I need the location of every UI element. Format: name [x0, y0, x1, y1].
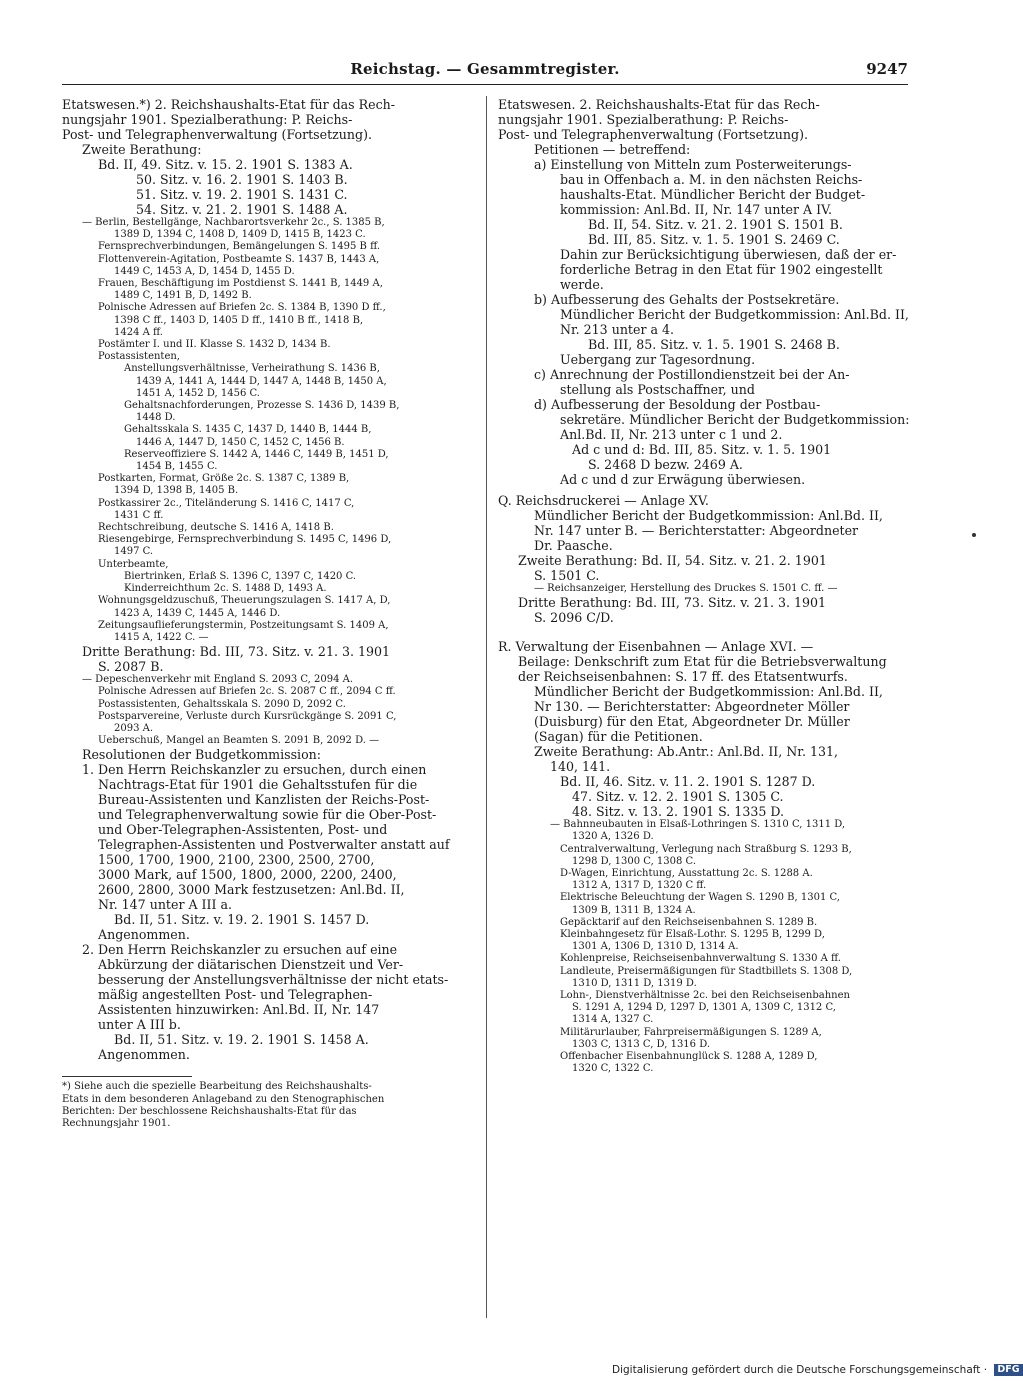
right-column-line: Nr. 147 unter B. — Berichterstatter: Abgeordneter: [534, 523, 859, 538]
left-column-line: 1439 A, 1441 A, 1444 D, 1447 A, 1448 B, 1450 A,: [136, 375, 387, 387]
right-column-line: Dahin zur Berücksichtigung überwiesen, daß der er-: [560, 247, 897, 262]
right-column-line: Bd. II, 46. Sitz. v. 11. 2. 1901 S. 1287 D.: [560, 774, 816, 790]
left-column-line: — Depeschenverkehr mit England S. 2093 C, 2094 A.: [82, 674, 354, 686]
header-rule: [62, 84, 908, 85]
right-column-line: Etatswesen. 2. Reichshaushalts-Etat für das Rech-: [498, 97, 820, 112]
left-column-line: Anstellungsverhältnisse, Verheirathung S. 1436 B,: [124, 363, 380, 375]
right-column-line: sekretäre. Mündlicher Bericht der Budgetkommission:: [560, 412, 910, 427]
dfg-logo: DFG: [994, 1364, 1022, 1376]
right-column-line: Mündlicher Bericht der Budgetkommission: Anl.Bd. II,: [560, 307, 909, 322]
left-column-line: 2093 A.: [114, 722, 154, 734]
column-divider: [486, 96, 487, 1318]
right-column-line: 140, 141.: [550, 759, 611, 775]
left-column-line: 50. Sitz. v. 16. 2. 1901 S. 1403 B.: [136, 172, 348, 187]
right-column-line: Uebergang zur Tagesordnung.: [560, 352, 756, 367]
left-column-line: Gehaltsskala S. 1435 C, 1437 D, 1440 B, 1444 B,: [124, 424, 372, 436]
right-column-line: kommission: Anl.Bd. II, Nr. 147 unter A IV.: [560, 202, 832, 217]
left-column-line: Bd. II, 51. Sitz. v. 19. 2. 1901 S. 1457 D.: [114, 912, 370, 928]
right-column-line: c) Anrechnung der Postillondienstzeit bei der An-: [534, 367, 850, 382]
right-column-line: 1301 A, 1306 D, 1310 D, 1314 A.: [572, 941, 739, 953]
right-column-line: Lohn-, Dienstverhältnisse 2c. bei den Reichseisenbahnen: [560, 990, 850, 1002]
footnote-line: Etats in dem besonderen Anlageband zu den Stenographischen: [62, 1093, 385, 1105]
left-column-line: 2600, 2800, 3000 Mark festzusetzen: Anl.Bd. II,: [98, 882, 405, 898]
right-column-line: D-Wagen, Einrichtung, Ausstattung 2c. S. 1288 A.: [560, 868, 813, 880]
left-column-line: Fernsprechverbindungen, Bemängelungen S. 1495 B ff.: [98, 241, 381, 253]
right-column-line: Bd. III, 85. Sitz. v. 1. 5. 1901 S. 2469 C.: [588, 232, 840, 247]
left-column-line: 1415 A, 1422 C. —: [114, 631, 209, 643]
footnote-line: *) Siehe auch die spezielle Bearbeitung des Reichshaushalts-: [62, 1081, 372, 1093]
left-column-line: Bd. II, 51. Sitz. v. 19. 2. 1901 S. 1458 A.: [114, 1032, 369, 1048]
right-column-line: Dr. Paasche.: [534, 538, 613, 553]
left-column-line: Abkürzung der diätarischen Dienstzeit und Ver-: [98, 957, 404, 973]
left-column-line: Postkassirer 2c., Titeländerung S. 1416 C, 1417 C,: [98, 497, 355, 509]
left-column-line: Resolutionen der Budgetkommission:: [82, 747, 322, 763]
right-column-line: a) Einstellung von Mitteln zum Posterweiterungs-: [534, 157, 852, 172]
right-column-line: Nr. 213 unter a 4.: [560, 322, 674, 337]
right-column-line: Mündlicher Bericht der Budgetkommission: Anl.Bd. II,: [534, 508, 883, 523]
right-column-line: Mündlicher Bericht der Budgetkommission: Anl.Bd. II,: [534, 684, 883, 700]
left-column-line: Telegraphen-Assistenten und Postverwalter anstatt auf: [98, 837, 450, 853]
page-title: Reichstag. — Gesammtregister.: [350, 60, 620, 78]
right-column-line: 1310 D, 1311 D, 1319 D.: [572, 977, 697, 989]
left-column-line: 1424 A ff.: [114, 326, 163, 338]
left-column-line: 3000 Mark, auf 1500, 1800, 2000, 2200, 2400,: [98, 867, 397, 883]
right-column-line: 1298 D, 1300 C, 1308 C.: [572, 855, 697, 867]
left-column-line: nungsjahr 1901. Spezialberathung: P. Reichs-: [62, 112, 353, 127]
left-column-line: Dritte Berathung: Bd. III, 73. Sitz. v. 21. 3. 1901: [82, 644, 391, 660]
funding-note: Digitalisierung gefördert durch die Deutsche Forschungsgemeinschaft ·: [612, 1364, 988, 1376]
left-column-line: — Berlin, Bestellgänge, Nachbarortsverkehr 2c., S. 1385 B,: [82, 217, 385, 228]
right-column-line: Militärurlauber, Fahrpreisermäßigungen S. 1289 A,: [560, 1026, 822, 1038]
left-column-line: Biertrinken, Erlaß S. 1396 C, 1397 C, 1420 C.: [124, 570, 357, 582]
left-column-line: Polnische Adressen auf Briefen 2c. S. 2087 C ff., 2094 C ff.: [98, 686, 396, 698]
left-column-line: besserung der Anstellungsverhältnisse der nicht etats-: [98, 972, 449, 988]
left-column-line: 1451 A, 1452 D, 1456 C.: [136, 387, 260, 399]
left-column-line: Zweite Berathung:: [82, 142, 202, 157]
right-column-line: Petitionen — betreffend:: [534, 142, 691, 157]
right-column-line: haushalts-Etat. Mündlicher Bericht der Budget-: [560, 187, 866, 202]
right-column-line: werde.: [560, 277, 604, 292]
right-column-line: 1320 C, 1322 C.: [572, 1063, 654, 1075]
right-column-line: 1312 A, 1317 D, 1320 C ff.: [572, 880, 707, 892]
left-column-line: 1446 A, 1447 D, 1450 C, 1452 C, 1456 B.: [136, 436, 345, 448]
right-column-line: Zweite Berathung: Ab.Antr.: Anl.Bd. II, Nr. 131,: [534, 744, 838, 760]
left-column-line: Assistenten hinzuwirken: Anl.Bd. II, Nr. 147: [98, 1002, 380, 1018]
left-column-line: Unterbeamte,: [98, 558, 169, 570]
left-column-line: Rechtschreibung, deutsche S. 1416 A, 1418 B.: [98, 522, 334, 534]
left-column-line: und Telegraphenverwaltung sowie für die Ober-Post-: [98, 807, 437, 823]
left-column-line: 1489 C, 1491 B, D, 1492 B.: [114, 290, 252, 302]
right-column-line: Bd. III, 85. Sitz. v. 1. 5. 1901 S. 2468 B.: [588, 337, 840, 352]
left-column-line: 1423 A, 1439 C, 1445 A, 1446 D.: [114, 607, 281, 619]
right-column-line: S. 2096 C/D.: [534, 610, 614, 626]
right-column-line: d) Aufbesserung der Besoldung der Postbau-: [534, 397, 821, 412]
right-column-line: [498, 625, 908, 639]
right-column-line: Kleinbahngesetz für Elsaß-Lothr. S. 1295 B, 1299 D,: [560, 929, 825, 941]
footnote-line: Berichten: Der beschlossene Reichshaushalts-Etat für das: [62, 1105, 357, 1117]
left-column-line: und Ober-Telegraphen-Assistenten, Post- und: [98, 822, 388, 838]
left-column-line: 1454 B, 1455 C.: [136, 461, 218, 473]
left-column-line: unter A III b.: [98, 1017, 181, 1033]
page-number: 9247: [866, 60, 908, 78]
footnote-rule: [62, 1076, 192, 1077]
left-column-line: 1448 D.: [136, 412, 176, 424]
right-column-line: Bd. II, 54. Sitz. v. 21. 2. 1901 S. 1501 B.: [588, 217, 843, 232]
left-column-line: 51. Sitz. v. 19. 2. 1901 S. 1431 C.: [136, 187, 348, 202]
right-column-line: forderliche Betrag in den Etat für 1902 eingestellt: [560, 262, 883, 277]
right-column-line: 1320 A, 1326 D.: [572, 831, 654, 843]
right-column-line: b) Aufbesserung des Gehalts der Postsekretäre.: [534, 292, 840, 307]
left-column-line: S. 2087 B.: [98, 659, 164, 675]
page-header: [62, 60, 908, 82]
left-column-line: 1394 D, 1398 B, 1405 B.: [114, 485, 239, 497]
right-column-line: Q. Reichsdruckerei — Anlage XV.: [498, 493, 709, 508]
right-column-line: Elektrische Beleuchtung der Wagen S. 1290 B, 1301 C,: [560, 892, 840, 904]
right-column-line: bau in Offenbach a. M. in den nächsten Reichs-: [560, 172, 863, 187]
left-column-line: Frauen, Beschäftigung im Postdienst S. 1441 B, 1449 A,: [98, 278, 383, 290]
right-column-line: Dritte Berathung: Bd. III, 73. Sitz. v. 21. 3. 1901: [518, 595, 827, 611]
right-column-line: Offenbacher Eisenbahnunglück S. 1288 A, 1289 D,: [560, 1051, 818, 1063]
left-column-line: Reserveoffiziere S. 1442 A, 1446 C, 1449 B, 1451 D,: [124, 448, 389, 460]
left-column-line: 1449 C, 1453 A, D, 1454 D, 1455 D.: [114, 265, 295, 277]
right-column-line: Ad c und d zur Erwägung überwiesen.: [560, 472, 806, 487]
right-column-line: nungsjahr 1901. Spezialberathung: P. Reichs-: [498, 112, 789, 127]
right-column-line: stellung als Postschaffner, und: [560, 382, 755, 397]
left-column-line: 54. Sitz. v. 21. 2. 1901 S. 1488 A.: [136, 202, 348, 217]
right-column-line: S. 1501 C.: [534, 568, 600, 583]
right-column-line: Gepäcktarif auf den Reichseisenbahnen S. 1289 B.: [560, 916, 818, 928]
right-column-line: Anl.Bd. II, Nr. 213 unter c 1 und 2.: [560, 427, 783, 442]
right-column-line: 1314 A, 1327 C.: [572, 1014, 654, 1026]
left-column-line: Postkarten, Format, Größe 2c. S. 1387 C, 1389 B,: [98, 473, 350, 485]
right-column-line: Kohlenpreise, Reichseisenbahnverwaltung S. 1330 A ff.: [560, 953, 841, 965]
left-column-line: Nr. 147 unter A III a.: [98, 897, 232, 913]
right-column-line: — Reichsanzeiger, Herstellung des Druckes S. 1501 C. ff. —: [534, 583, 838, 594]
right-column-line: 1303 C, 1313 C, D, 1316 D.: [572, 1038, 711, 1050]
right-column-line: 47. Sitz. v. 12. 2. 1901 S. 1305 C.: [572, 789, 784, 805]
left-column-line: 1398 C ff., 1403 D, 1405 D ff., 1410 B ff., 1418 B,: [114, 314, 364, 326]
page-footer: [612, 1364, 1020, 1378]
right-column-line: 48. Sitz. v. 13. 2. 1901 S. 1335 D.: [572, 804, 785, 820]
left-column-line: Wohnungsgeldzuschuß, Theuerungszulagen S. 1417 A, D,: [98, 595, 391, 607]
left-column-line: Postassistenten, Gehaltsskala S. 2090 D, 2092 C.: [98, 698, 346, 710]
left-column-line: Etatswesen.*) 2. Reichshaushalts-Etat für das Rech-: [62, 97, 396, 112]
right-column-line: R. Verwaltung der Eisenbahnen — Anlage XVI. —: [498, 639, 814, 655]
right-column-line: — Bahnneubauten in Elsaß-Lothringen S. 1310 C, 1311 D,: [550, 819, 846, 831]
right-column-line: S. 1291 A, 1294 D, 1297 D, 1301 A, 1309 C, 1312 C,: [572, 1002, 836, 1014]
left-column-line: 2. Den Herrn Reichskanzler zu ersuchen auf eine: [82, 942, 398, 958]
right-column-line: Centralverwaltung, Verlegung nach Straßburg S. 1293 B,: [560, 843, 852, 855]
right-column-line: Landleute, Preisermäßigungen für Stadtbillets S. 1308 D,: [560, 965, 853, 977]
left-column-line: 1431 C ff.: [114, 509, 164, 521]
left-column-line: Postsparvereine, Verluste durch Kursrückgänge S. 2091 C,: [98, 710, 397, 722]
right-column-line: Ad c und d: Bd. III, 85. Sitz. v. 1. 5. 1901: [572, 442, 832, 457]
right-column-line: der Reichseisenbahnen: S. 17 ff. des Etatsentwurfs.: [518, 669, 848, 685]
left-column-line: 1497 C.: [114, 546, 154, 558]
margin-mark: [972, 533, 976, 537]
right-column-line: Beilage: Denkschrift zum Etat für die Betriebsverwaltung: [518, 654, 887, 670]
right-column-line: (Sagan) für die Petitionen.: [534, 729, 703, 745]
left-column-line: Post- und Telegraphenverwaltung (Fortsetzung).: [62, 127, 372, 142]
right-column-line: 1309 B, 1311 B, 1324 A.: [572, 904, 696, 916]
left-column-line: Angenommen.: [98, 1047, 190, 1063]
left-column-line: Nachtrags-Etat für 1901 die Gehaltsstufen für die: [98, 777, 418, 793]
left-column-line: Zeitungsauflieferungstermin, Postzeitungsamt S. 1409 A,: [98, 619, 389, 631]
left-column: [62, 97, 476, 1130]
left-column-line: Postämter I. und II. Klasse S. 1432 D, 1434 B.: [98, 339, 331, 351]
right-column-line: S. 2468 D bezw. 2469 A.: [588, 457, 743, 472]
left-column-line: Polnische Adressen auf Briefen 2c. S. 1384 B, 1390 D ff.,: [98, 302, 386, 314]
left-column-line: 1389 D, 1394 C, 1408 D, 1409 D, 1415 B, 1423 C.: [114, 229, 366, 241]
left-column-line: mäßig angestellten Post- und Telegraphen-: [98, 987, 373, 1003]
left-column-line: Angenommen.: [98, 927, 190, 943]
left-column-line: Gehaltsnachforderungen, Prozesse S. 1436 D, 1439 B,: [124, 400, 400, 412]
left-column-line: Riesengebirge, Fernsprechverbindung S. 1495 C, 1496 D,: [98, 534, 392, 546]
left-column-line: Flottenverein-Agitation, Postbeamte S. 1437 B, 1443 A,: [98, 253, 380, 265]
right-column: [498, 97, 908, 1075]
right-column-line: Nr 130. — Berichterstatter: Abgeordneter Möller: [534, 699, 850, 715]
left-column-line: 1500, 1700, 1900, 2100, 2300, 2500, 2700,: [98, 852, 375, 868]
left-column-line: Bd. II, 49. Sitz. v. 15. 2. 1901 S. 1383 A.: [98, 157, 353, 172]
left-column-line: Ueberschuß, Mangel an Beamten S. 2091 B, 2092 D. —: [98, 735, 380, 747]
left-column-line: 1. Den Herrn Reichskanzler zu ersuchen, durch einen: [82, 762, 427, 778]
left-column-line: Bureau-Assistenten und Kanzlisten der Reichs-Post-: [98, 792, 430, 808]
right-column-line: Post- und Telegraphenverwaltung (Fortsetzung).: [498, 127, 808, 142]
left-column-line: Kinderreichthum 2c. S. 1488 D, 1493 A.: [124, 583, 327, 595]
footnote-line: Rechnungsjahr 1901.: [62, 1117, 171, 1129]
right-column-line: Zweite Berathung: Bd. II, 54. Sitz. v. 21. 2. 1901: [518, 553, 827, 568]
left-column-line: Postassistenten,: [98, 351, 180, 363]
right-column-line: (Duisburg) für den Etat, Abgeordneter Dr. Müller: [534, 714, 850, 730]
